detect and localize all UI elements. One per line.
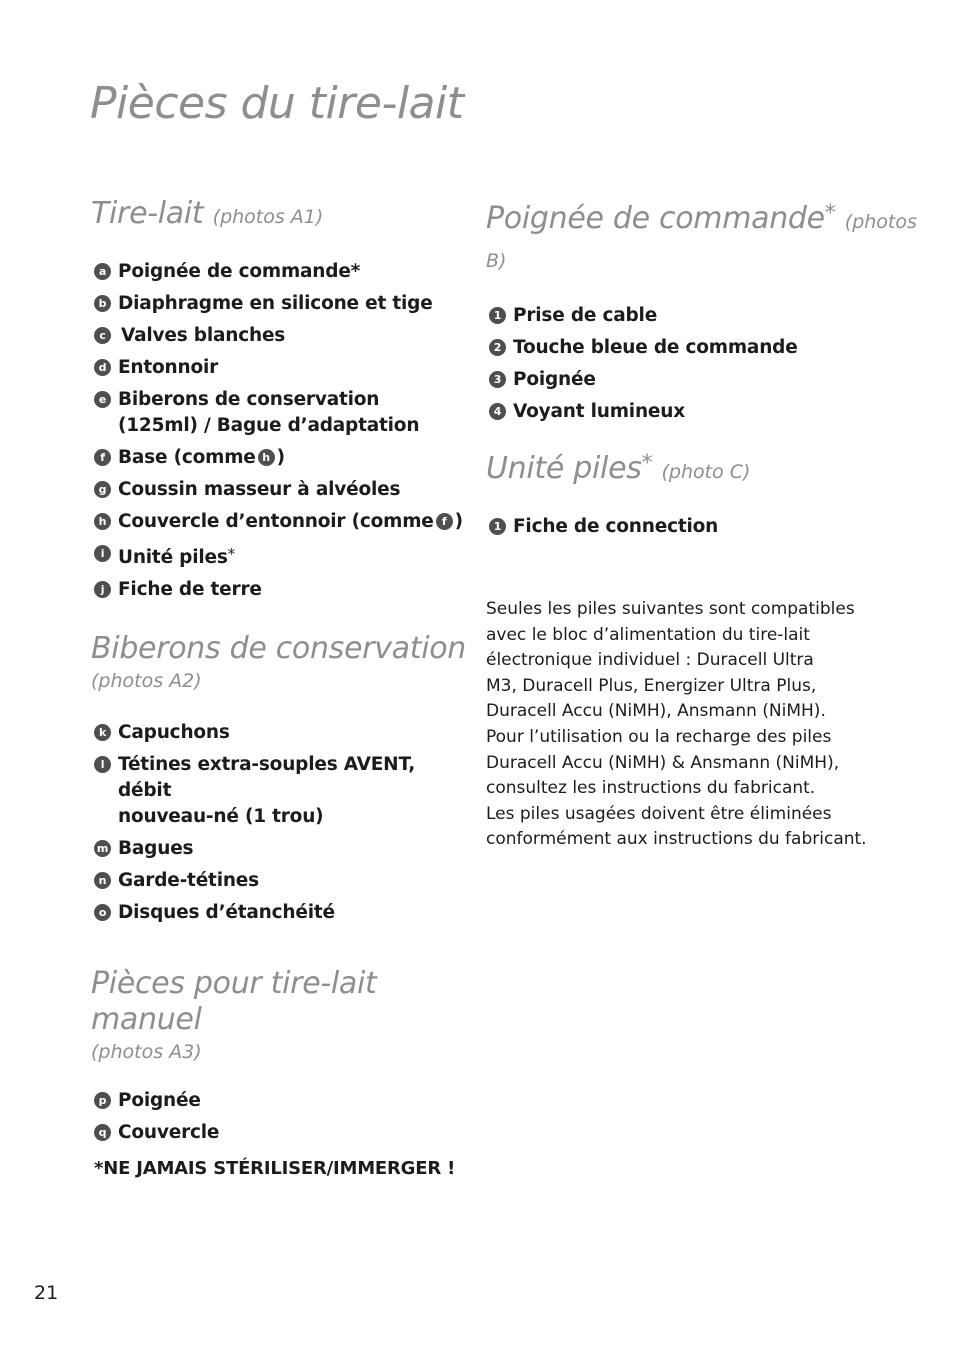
section-title-text: Unité piles: [486, 451, 642, 486]
letter-badge-icon: d: [94, 359, 111, 376]
item-label: Couvercle: [118, 1122, 220, 1143]
page-title: Pièces du tire-lait: [90, 78, 464, 129]
list-item: [486, 303, 926, 329]
section-poignee: [486, 196, 926, 431]
section-subtitle: (photos A1): [212, 206, 324, 228]
number-badge-icon: 2: [489, 339, 506, 356]
paragraph-line: M3, Duracell Plus, Energizer Ultra Plus,: [486, 675, 817, 696]
list-item: [91, 509, 471, 535]
list-item: [91, 752, 471, 830]
list-item: [91, 387, 471, 439]
paragraph-line: Seules les piles suivantes sont compatibles: [486, 599, 855, 619]
letter-badge-icon: h: [94, 513, 111, 530]
asterisk: *: [227, 545, 235, 563]
section-title: [486, 196, 926, 279]
letter-badge-icon: l: [94, 756, 111, 773]
asterisk: *: [824, 201, 836, 226]
letter-badge-icon: f: [94, 449, 111, 466]
list-item: [91, 477, 471, 503]
item-label: Base (comme: [118, 447, 256, 468]
paragraph-line: consultez les instructions du fabricant.: [486, 778, 816, 799]
section-subtitle: (photos A2): [91, 670, 202, 692]
battery-compatibility-paragraph: [486, 597, 886, 853]
paragraph-line: Pour l’utilisation ou la recharge des piles: [486, 726, 832, 747]
item-label-line2: nouveau-né (1 trou): [118, 806, 324, 827]
list-item: [91, 291, 471, 317]
parts-list: [486, 514, 926, 540]
item-label-line2: (125ml) / Bague d’adaptation: [118, 415, 420, 436]
item-label: Disques d’étanchéité: [118, 902, 335, 923]
section-unite-piles: [486, 446, 926, 546]
section-subtitle: (photos A3): [91, 1041, 202, 1063]
letter-badge-icon: j: [94, 581, 111, 598]
letter-badge-icon: a: [94, 263, 111, 280]
item-label-end: ): [454, 511, 463, 532]
item-label: Coussin masseur à alvéoles: [118, 479, 401, 500]
item-label: Prise de cable: [513, 305, 658, 326]
item-label: Poignée: [513, 369, 596, 390]
paragraph-line: avec le bloc d’alimentation du tire-lait: [486, 624, 810, 645]
section-biberons: [91, 631, 471, 932]
item-label: Bagues: [118, 838, 194, 859]
section-subtitle: (photos B): [486, 211, 917, 272]
parts-list: [91, 1088, 491, 1146]
list-item: [486, 335, 926, 361]
section-title: Biberons de conservation: [91, 631, 467, 666]
item-label: Unité piles: [118, 547, 228, 568]
item-label: Poignée: [118, 1090, 201, 1111]
number-badge-icon: 1: [489, 307, 506, 324]
letter-badge-icon: k: [94, 724, 111, 741]
list-item: [91, 355, 471, 381]
list-item: [91, 323, 471, 349]
paragraph-line: Les piles usagées doivent être éliminées: [486, 803, 832, 824]
asterisk: *: [641, 451, 653, 476]
list-item: [91, 1088, 491, 1114]
parts-list: [91, 259, 471, 603]
section-title: Pièces pour tire-lait manuel: [91, 966, 377, 1037]
parts-list: [91, 720, 471, 926]
paragraph-line: électronique individuel : Duracell Ultra: [486, 650, 814, 671]
item-label: Biberons de conservation: [118, 389, 380, 410]
item-label: Valves blanches: [121, 325, 286, 346]
section-subtitle: (photo C): [661, 461, 751, 483]
letter-badge-icon: n: [94, 872, 111, 889]
letter-badge-icon: g: [94, 481, 111, 498]
item-label: Capuchons: [118, 722, 230, 743]
list-item: [91, 836, 471, 862]
list-item: [91, 868, 471, 894]
paragraph-line: Duracell Accu (NiMH) & Ansmann (NiMH),: [486, 752, 840, 773]
list-item: [91, 577, 471, 603]
page-number: 21: [34, 1282, 59, 1304]
letter-badge-icon: p: [94, 1092, 111, 1109]
paragraph-line: conformément aux instructions du fabricant.: [486, 829, 867, 850]
section-manuel: [91, 966, 491, 1152]
list-item: [486, 399, 926, 425]
item-label: Poignée de commande*: [118, 261, 361, 282]
item-label: Touche bleue de commande: [513, 337, 798, 358]
section-title: [486, 446, 926, 490]
number-badge-icon: 3: [489, 371, 506, 388]
parts-list: [486, 303, 926, 425]
item-label: Garde-tétines: [118, 870, 259, 891]
list-item: [91, 259, 471, 285]
list-item: [91, 1120, 491, 1146]
item-label: Fiche de connection: [513, 516, 719, 537]
item-label: Diaphragme en silicone et tige: [118, 293, 433, 314]
paragraph-line: Duracell Accu (NiMH), Ansmann (NiMH).: [486, 701, 826, 722]
letter-badge-icon: h: [258, 449, 275, 466]
letter-badge-icon: o: [94, 904, 111, 921]
item-label: Fiche de terre: [118, 579, 262, 600]
list-item: [91, 720, 471, 746]
letter-badge-icon: c: [94, 327, 111, 344]
warning-note: *NE JAMAIS STÉRILISER/IMMERGER !: [94, 1158, 456, 1179]
list-item: [91, 541, 471, 571]
letter-badge-icon: q: [94, 1124, 111, 1141]
list-item: [486, 367, 926, 393]
list-item: [91, 900, 471, 926]
letter-badge-icon: b: [94, 295, 111, 312]
section-title-text: Tire-lait: [91, 196, 204, 231]
number-badge-icon: 1: [489, 518, 506, 535]
section-title: [91, 196, 471, 235]
letter-badge-icon: i: [94, 545, 111, 562]
section-tirelait: [91, 196, 471, 609]
item-label: Entonnoir: [118, 357, 219, 378]
section-title-text: Poignée de commande: [486, 201, 825, 236]
letter-badge-icon: m: [94, 840, 111, 857]
item-label: Tétines extra-souples AVENT, débit: [118, 754, 416, 801]
letter-badge-icon: e: [94, 391, 111, 408]
list-item: [486, 514, 926, 540]
list-item: [91, 445, 471, 471]
item-label-end: ): [276, 447, 285, 468]
number-badge-icon: 4: [489, 403, 506, 420]
item-label: Voyant lumineux: [513, 401, 685, 422]
letter-badge-icon: f: [436, 513, 453, 530]
item-label: Couvercle d’entonnoir (comme: [118, 511, 434, 532]
